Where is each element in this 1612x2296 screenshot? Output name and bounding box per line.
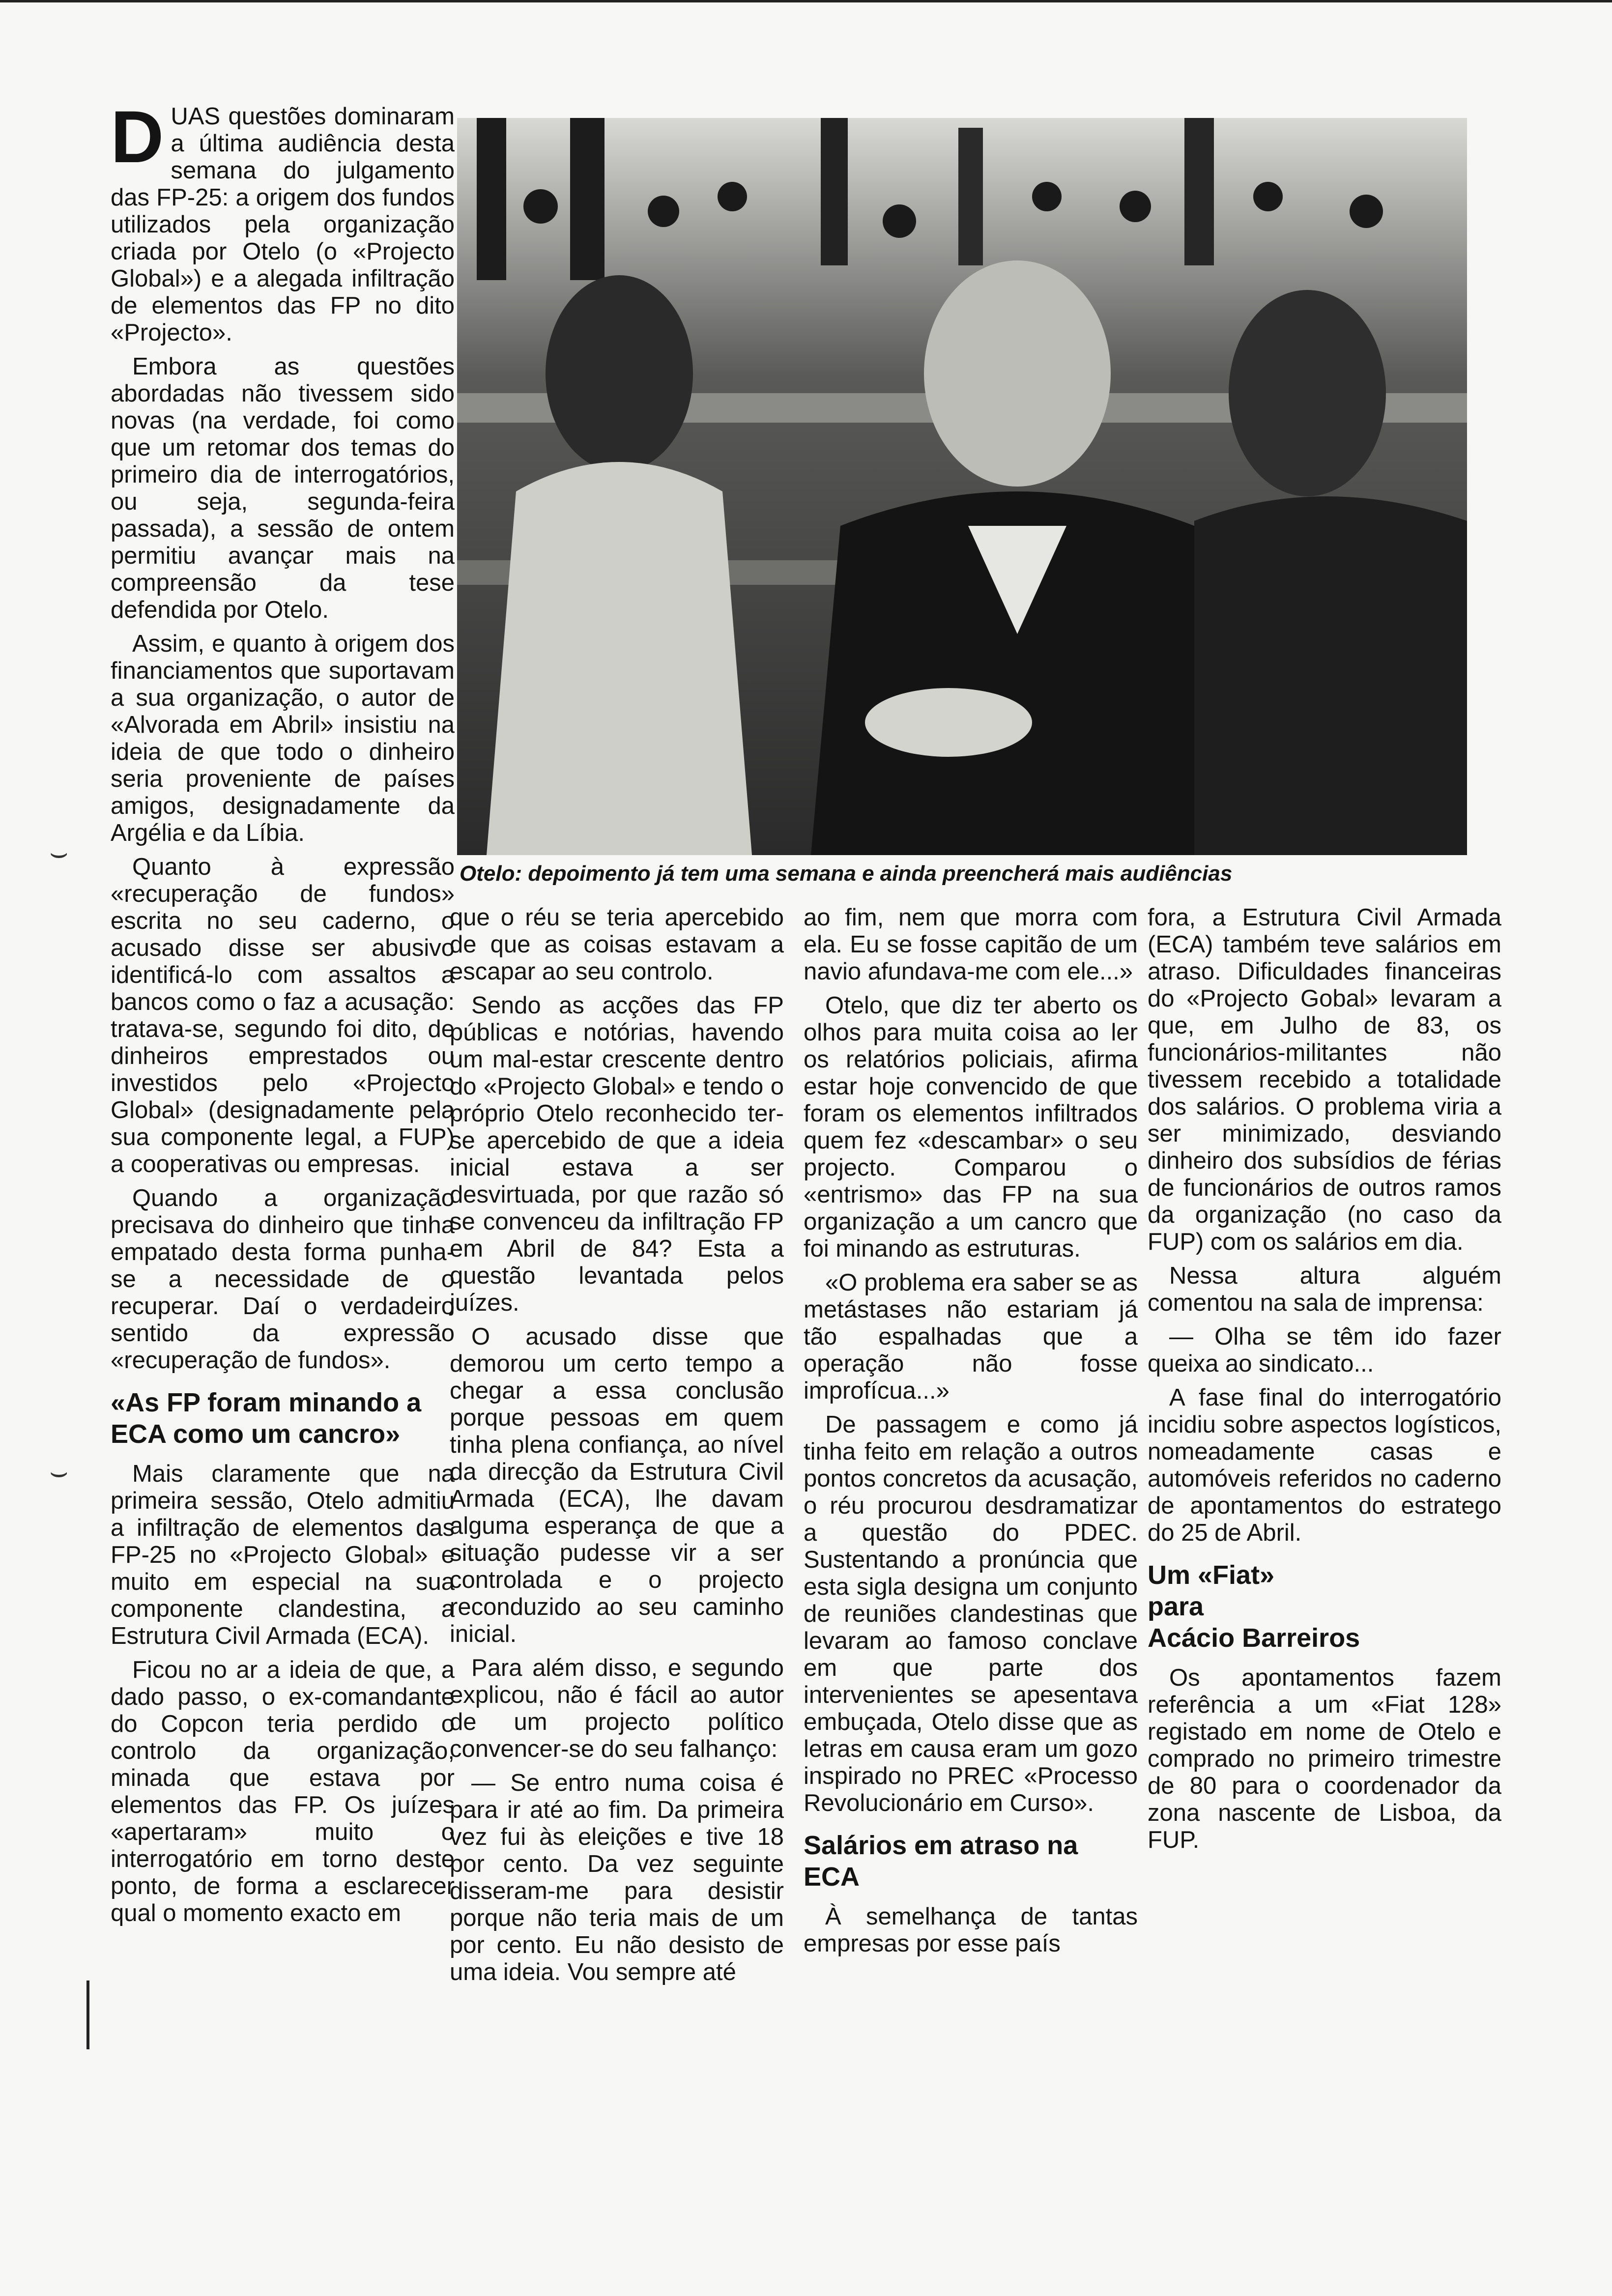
quote-paragraph: — Se entro numa coisa é para ir até ao fim. Da primeira vez fui às eleições e tive 18 por cento. Da vez seguinte disseram-me para desistir porque não teria mais de um por cento. Eu não desisto de uma ideia. Vou sempre até xyxy=(450,1770,784,1985)
article-photo xyxy=(457,118,1467,855)
section-heading: Salários em atraso na ECA xyxy=(804,1831,1078,1892)
paragraph: Otelo, que diz ter aberto os olhos para muita coisa ao ler os relatórios policiais, afirma estar hoje convencido de que foram os elementos infiltrados quem fez «descambar» o seu projecto. Comparou o «entrismo» das FP na sua organização a um cancro que foi minando as estruturas. xyxy=(804,992,1138,1262)
lead-paragraph xyxy=(111,95,455,346)
paragraph: Sendo as acções das FP públicas e notórias, havendo um mal-estar crescente dentro do «Projecto Global» e tendo o próprio Otelo reconhecido ter-se apercebido de que a ideia inicial estava a ser desvirtuada, por que razão só se convenceu da infiltração FP em Abril de 84? Esta a questão levantada pelos juízes. xyxy=(450,992,784,1316)
paragraph: ao fim, nem que morra com ela. Eu se fosse capitão de um navio afundava-me com ele...» xyxy=(804,904,1138,985)
drop-cap: D xyxy=(111,95,164,178)
quote-paragraph: — Olha se têm ido fazer queixa ao sindicato... xyxy=(1148,1323,1501,1377)
paragraph: Nessa altura alguém comentou na sala de imprensa: xyxy=(1148,1263,1501,1316)
paragraph: Embora as questões abordadas não tivessem sido novas (na verdade, foi como que um retomar dos temas do primeiro dia de interrogatórios, ou seja, segunda-feira passada), a sessão de ontem permitiu avançar mais na compreensão da tese defendida por Otelo. xyxy=(111,353,455,623)
quote-paragraph: «O problema era saber se as metástases não estariam já tão espalhadas que a operação não fosse improfícua...» xyxy=(804,1269,1138,1404)
paragraph: Assim, e quanto à origem dos financiamentos que suportavam a sua organização, o autor de «Alvorada em Abril» insistiu na ideia de que todo o dinheiro seria proveniente de países amigos, designadamente da Argélia e da Líbia. xyxy=(111,631,455,846)
section-heading xyxy=(1148,1559,1501,1654)
lead-text: UAS questões dominaram a última audiência desta semana do julgamento das FP-25: a origem dos fundos utilizados pela organização criada por Otelo (o «Projecto Global») e a alegada infiltração de elementos das FP no dito «Projecto». xyxy=(111,103,455,346)
article-column-1 xyxy=(111,95,455,1934)
paragraph: Quando a organização precisava do dinheiro que tinha empatado desta forma punha-se a necessidade de o recuperar. Daí o verdadeiro sentido da expressão «recuperação de fundos». xyxy=(111,1185,455,1374)
paragraph: De passagem e como já tinha feito em relação a outros pontos concretos da acusação, o réu procurou desdramatizar a questão do PDEC. Sustentando a pronúncia que esta sigla designa um conjunto de reuniões clandestinas que levaram ao famoso conclave em que parte dos intervenientes se apesentava embuçada, Otelo disse que as letras em causa eram um gozo inspirado no PREC «Processo Revolucionário em Curso». xyxy=(804,1411,1138,1816)
article-column-3 xyxy=(804,904,1138,1964)
heading-line-2: para xyxy=(1148,1592,1204,1621)
photo-illustration xyxy=(457,118,1467,855)
paragraph: Os apontamentos fazem referência a um «Fiat 128» registado em nome de Otelo e comprado no primeiro trimestre de 80 para o coordenador da zona nascente de Lisboa, da FUP. xyxy=(1148,1665,1501,1853)
heading-line-1: Um «Fiat» xyxy=(1148,1560,1275,1590)
paragraph: À semelhança de tantas empresas por esse país xyxy=(804,1903,1138,1957)
paragraph: Mais claramente que na primeira sessão, Otelo admitiu a infiltração de elementos das FP-25 no «Projecto Global» e muito em especial na sua componente clandestina, a Estrutura Civil Armada (ECA). xyxy=(111,1461,455,1649)
paragraph: fora, a Estrutura Civil Armada (ECA) também teve salários em atraso. Dificuldades financeiras do «Projecto Gobal» levaram a que, em Julho de 83, os funcionários-militantes não tivessem recebido a totalidade dos salários. O problema viria a ser minimizado, desviando dinheiro dos subsídios de férias de funcionários de outros ramos da organização (no caso da FUP) com os salários em dia. xyxy=(1148,904,1501,1255)
top-rule xyxy=(0,0,1612,2)
article-column-4 xyxy=(1148,904,1501,1861)
paragraph: que o réu se teria apercebido de que as coisas estavam a escapar ao seu controlo. xyxy=(450,904,784,985)
margin-bar xyxy=(86,1980,89,2049)
section-heading: «As FP foram minando a ECA como um cancro» xyxy=(111,1388,422,1449)
margin-mark: ⌣ xyxy=(49,836,69,869)
margin-mark: ⌣ xyxy=(49,1455,69,1488)
article-column-2 xyxy=(450,904,784,1993)
paragraph: O acusado disse que demorou um certo tempo a chegar a essa conclusão porque pessoas em quem tinha plena confiança, ao nível da direcção da Estrutura Civil Armada (ECA), lhe davam alguma esperança de que a situação pudesse vir a ser controlada e o projecto reconduzido ao seu caminho inicial. xyxy=(450,1323,784,1647)
photo-caption: Otelo: depoimento já tem uma semana e ainda preencherá mais audiências xyxy=(460,861,1233,886)
heading-line-3: Acácio Barreiros xyxy=(1148,1623,1360,1653)
paragraph: Quanto à expressão «recuperação de fundos» escrita no seu caderno, o acusado disse ser abusivo identificá-lo com assaltos a bancos como o faz a acusação: tratava-se, segundo foi dito, de dinheiros emprestados ou investidos pelo «Projecto Global» (designadamente pela sua componente legal, a FUP) a cooperativas ou empresas. xyxy=(111,854,455,1177)
paragraph: Ficou no ar a ideia de que, a dado passo, o ex-comandante do Copcon teria perdido o controlo da organização, minada que estava por elementos das FP. Os juízes «apertaram» muito o interrogatório em torno deste ponto, de forma a esclarecer qual o momento exacto em xyxy=(111,1657,455,1926)
paragraph: A fase final do interrogatório incidiu sobre aspectos logísticos, nomeadamente casas e automóveis referidos no caderno de apontamentos do estratego do 25 de Abril. xyxy=(1148,1384,1501,1546)
paragraph: Para além disso, e segundo explicou, não é fácil ao autor de um projecto político convencer-se do seu falhanço: xyxy=(450,1655,784,1762)
